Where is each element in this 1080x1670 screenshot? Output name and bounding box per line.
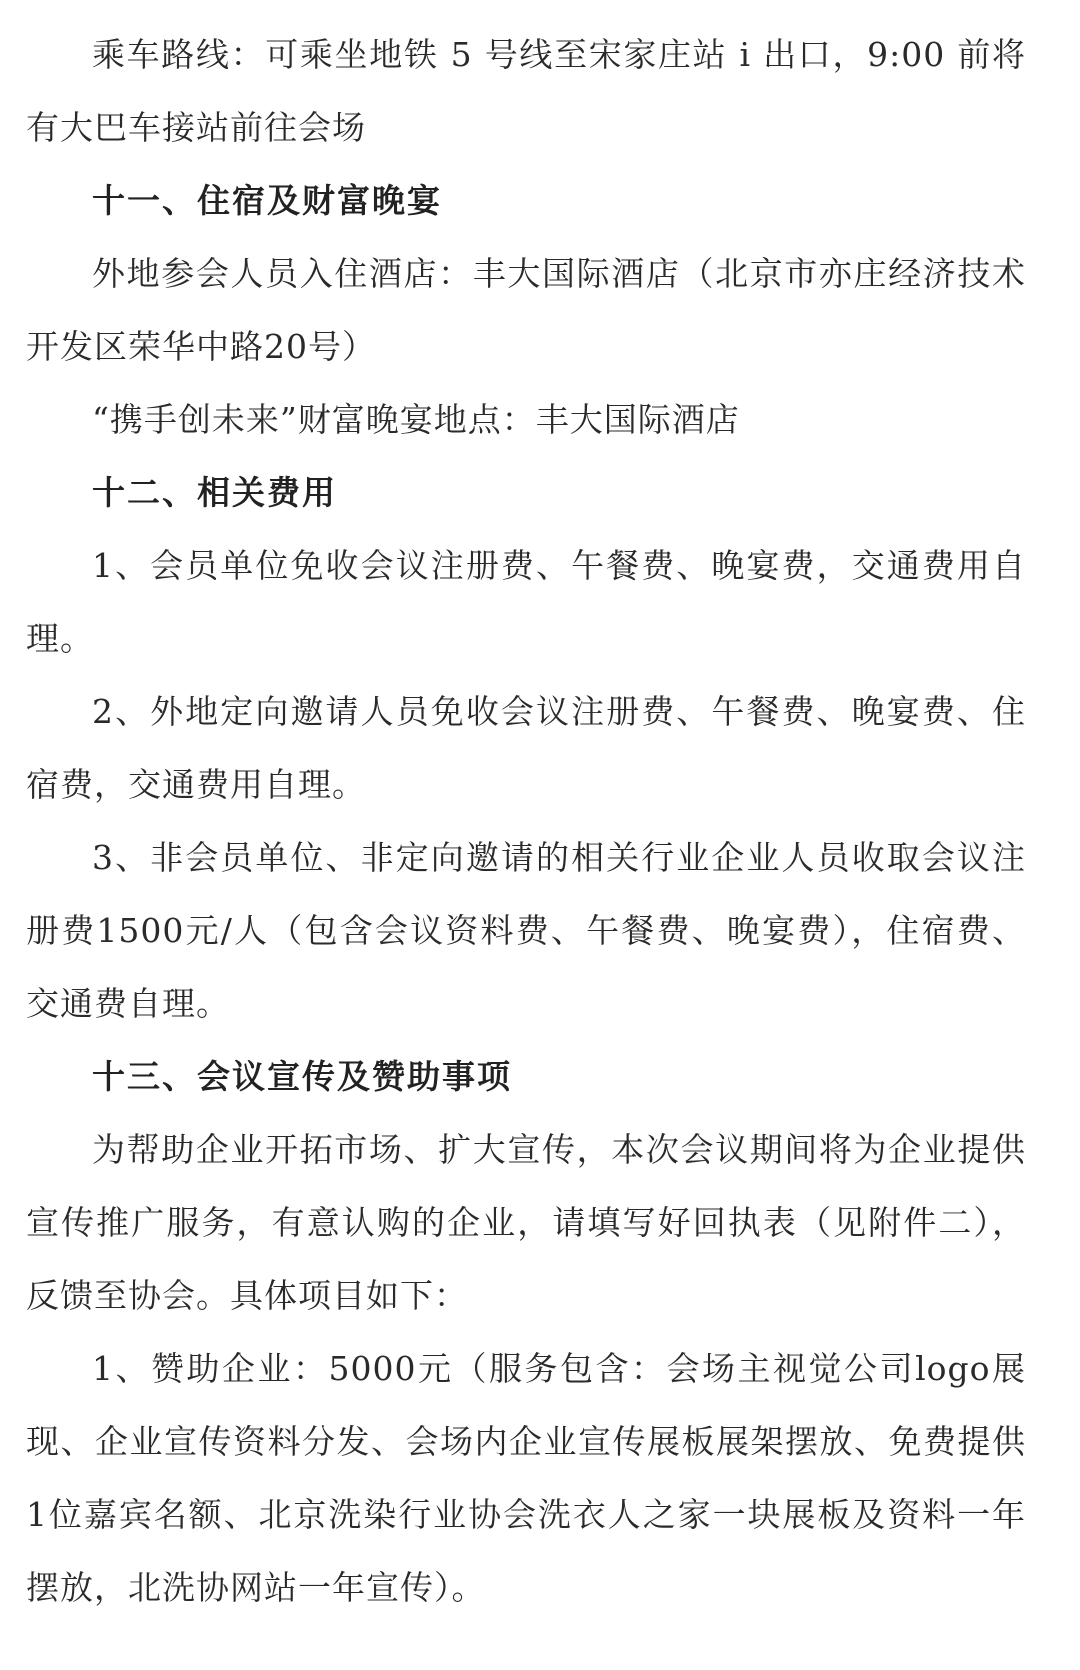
section-heading-sponsorship: 十三、会议宣传及赞助事项 bbox=[92, 1057, 512, 1096]
paragraph-hotel: 外地参会人员入住酒店：丰大国际酒店（北京市亦庄经济技术开发区荣华中路20号） bbox=[26, 254, 1026, 366]
section-heading-fees: 十二、相关费用 bbox=[92, 473, 337, 512]
paragraph-fee-member: 1、会员单位免收会议注册费、午餐费、晚宴费，交通费用自理。 bbox=[26, 546, 1026, 658]
paragraph-fee-invited: 2、外地定向邀请人员免收会议注册费、午餐费、晚宴费、住宿费，交通费用自理。 bbox=[26, 692, 1026, 804]
document-page bbox=[26, 18, 1026, 1624]
paragraph-transit-route: 乘车路线：可乘坐地铁 5 号线至宋家庄站 i 出口，9:00 前将有大巴车接站前往会场 bbox=[26, 35, 1026, 147]
paragraph-banquet-location: “携手创未来”财富晚宴地点：丰大国际酒店 bbox=[92, 400, 740, 439]
paragraph-sponsorship-intro: 为帮助企业开拓市场、扩大宣传，本次会议期间将为企业提供宣传推广服务，有意认购的企业，请填写好回执表（见附件二），反馈至协会。具体项目如下： bbox=[26, 1130, 1026, 1315]
section-heading-accommodation: 十一、住宿及财富晚宴 bbox=[92, 181, 442, 220]
paragraph-fee-nonmember: 3、非会员单位、非定向邀请的相关行业企业人员收取会议注册费1500元/人（包含会议资料费、午餐费、晚宴费），住宿费、交通费自理。 bbox=[26, 838, 1026, 1023]
paragraph-sponsor-package: 1、赞助企业：5000元（服务包含：会场主视觉公司logo展现、企业宣传资料分发、会场内企业宣传展板展架摆放、免费提供1位嘉宾名额、北京洗染行业协会洗衣人之家一块展板及资料一年摆放，北洗协网站一年宣传）。 bbox=[26, 1349, 1026, 1607]
